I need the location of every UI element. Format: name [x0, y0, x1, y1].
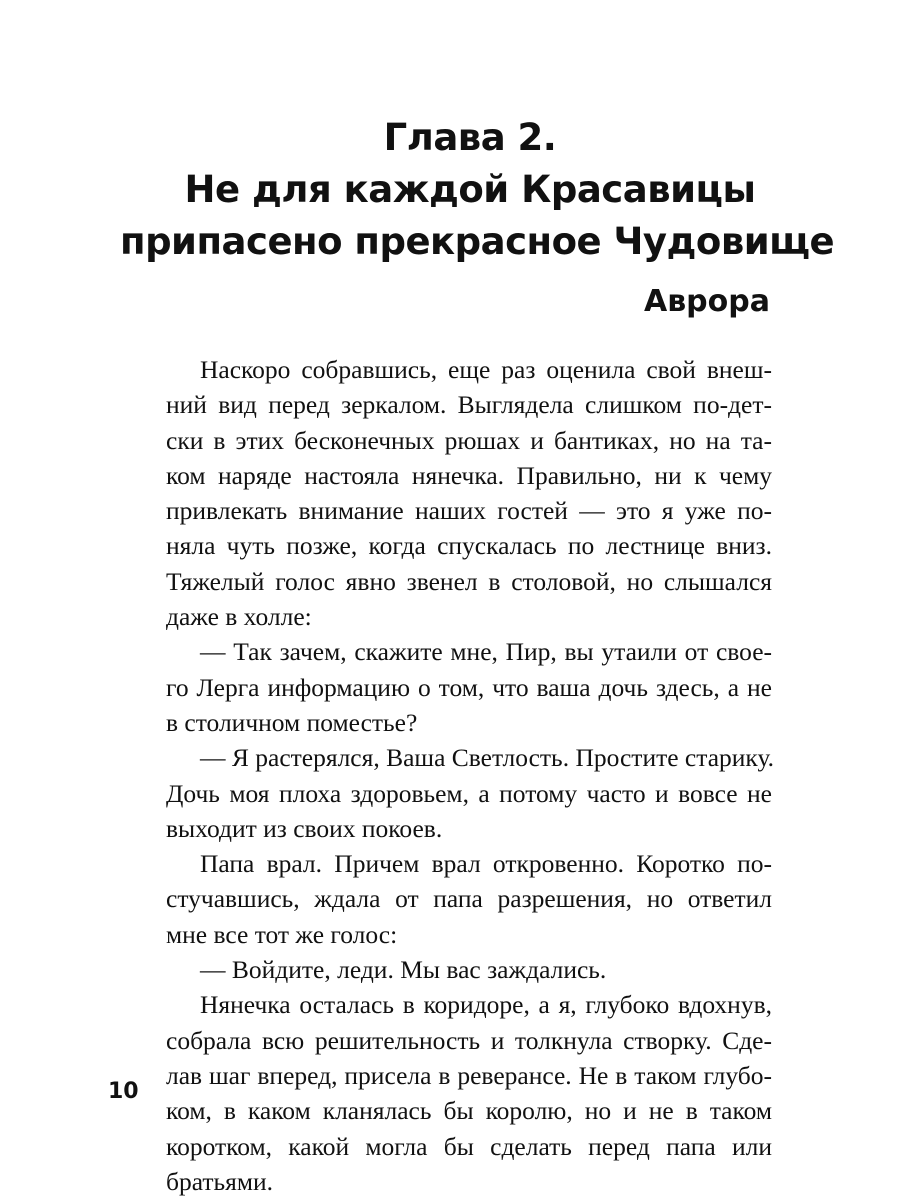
text-line: собрала всю решительность и толкнула створку. Сде-: [166, 1025, 772, 1055]
text-line: ком наряде настояла нянечка. Правильно, ни к чему: [166, 460, 772, 490]
text-line: в столичном поместье?: [166, 707, 418, 737]
chapter-heading: [120, 112, 835, 268]
text-line: Папа врал. Причем врал откровенно. Коротко по-: [200, 849, 772, 879]
text-line: братьями.: [166, 1166, 274, 1196]
text-line: го Лерга информацию о том, что ваша дочь здесь, а не: [166, 672, 772, 702]
text-line: няла чуть позже, когда спускалась по лестнице вниз.: [166, 531, 772, 561]
text-line: выходит из своих покоев.: [166, 813, 443, 843]
text-line: ком, в каком кланялась бы королю, но и не в таком: [166, 1096, 772, 1126]
text-line: Тяжелый голос явно звенел в столовой, но слышался: [166, 566, 772, 596]
pov-character-heading: Аврора: [643, 284, 770, 319]
text-line: Наскоро собравшись, еще раз оценила свой внеш-: [200, 355, 772, 384]
text-line: — Так зачем, скажите мне, Пир, вы утаили от свое-: [200, 637, 772, 667]
chapter-title-line: Не для каждой Красавицы: [184, 168, 756, 211]
text-line: — Войдите, леди. Мы вас заждались.: [200, 955, 607, 985]
text-line: Нянечка осталась в коридоре, а я, глубоко вдохнув,: [200, 990, 772, 1020]
text-line: стучавшись, ждала от папа разрешения, но ответил: [166, 884, 772, 914]
text-line: привлекать внимание наших гостей — это я уже по-: [166, 496, 772, 526]
body-text: [166, 352, 775, 1199]
text-line: даже в холле:: [166, 602, 312, 632]
chapter-title-line: припасено прекрасное Чудовище: [120, 220, 835, 263]
text-line: мне все тот же голос:: [166, 919, 398, 949]
text-line: ний вид перед зеркалом. Выглядела слишком по-дет-: [166, 390, 772, 420]
text-line: лав шаг вперед, присела в реверансе. Не в таком глубо-: [166, 1060, 772, 1090]
page-number: 10: [108, 1079, 139, 1104]
text-line: Дочь моя плоха здоровьем, а потому часто и вовсе не: [166, 778, 772, 808]
text-line: коротком, какой могла бы сделать перед папа или: [166, 1131, 772, 1161]
text-line: — Я растерялся, Ваша Светлость. Простите старику.: [200, 743, 775, 773]
chapter-title-line: Глава 2.: [383, 116, 557, 159]
text-line: ски в этих бесконечных рюшах и бантиках, но на та-: [166, 425, 772, 455]
